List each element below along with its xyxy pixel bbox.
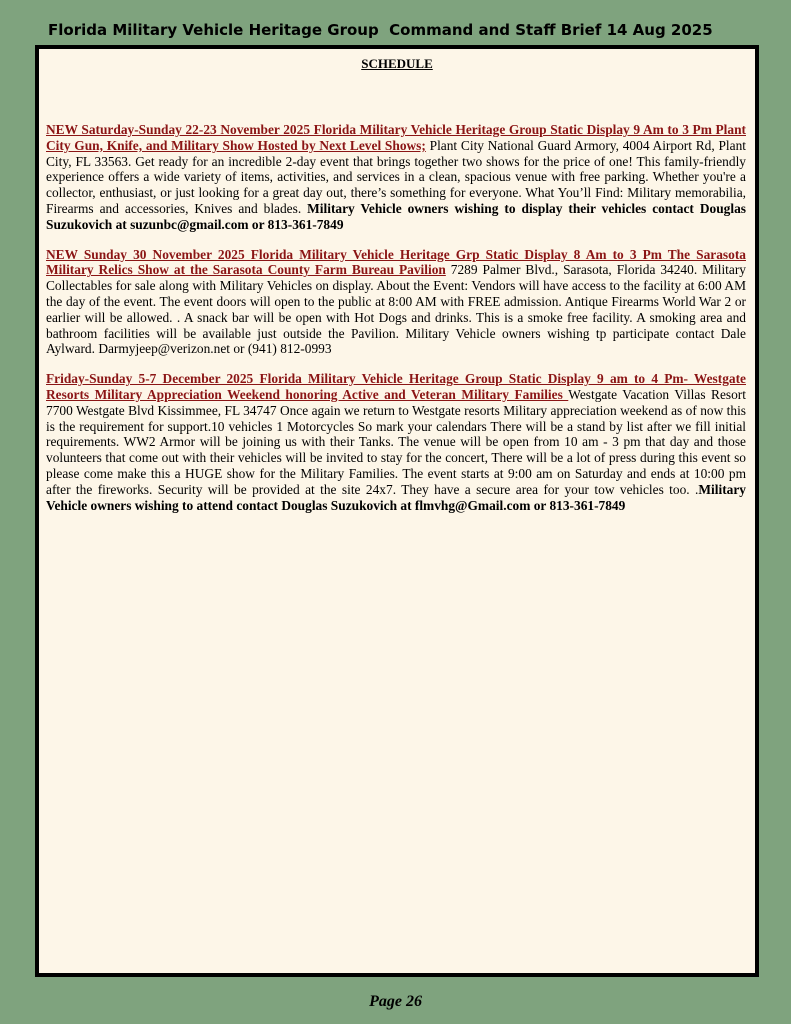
- entry-body: Westgate Vacation Villas Resort 7700 Westgate Blvd Kissimmee, FL 34747 Once again we return to Westgate resorts Military appreciation weekend as of now this is the requirement for support.10 vehicles 1 Motorcycles So mark your calendars There will be a stand by list after we fill initial requirements. WW2 Armor will be joining us with their Tanks. The venue will be open from 10 am - 3 pm that day and those volunteers that come out with their vehicles will be invited to stay for the concert, There will be a lot of press during this event so please come make this a HUGE show for the Military Families. The event starts at 9:00 am on Saturday and ends at 10:00 pm after the fireworks. Security will be provided at the site 24x7. They have a secure area for your tow vehicles too. .: [46, 386, 746, 497]
- schedule-entry-westgate: [46, 371, 746, 513]
- entry-body: Plant City National Guard Armory, 4004 Airport Rd, Plant City, FL 33563. Get ready for an incredible 2-day event that brings together two shows for the price of one! This family-friendly experience offers a wide variety of items, activities, and services in a clean, spacious venue with free parking. Whether you're a collector, enthusiast, or just looking for a great day out, there’s something for everyone. What You’ll Find: Military memorabilia, Firearms and accessories, Knives and blades.: [46, 137, 746, 216]
- entry-title: NEW Saturday-Sunday 22-23 November 2025 Florida Military Vehicle Heritage Group Static Display 9 Am to 3 Pm Plant City Gun, Knife, and Military Show Hosted by Next Level Shows;: [46, 122, 746, 153]
- entry-contact: Military Vehicle owners wishing to display their vehicles contact Douglas Suzukovich at suzunbc@gmail.com or 813-361-7849: [46, 200, 746, 232]
- schedule-heading: SCHEDULE: [361, 56, 433, 71]
- schedule-entry-plant-city: [46, 122, 746, 233]
- entry-title: NEW Sunday 30 November 2025 Florida Military Vehicle Heritage Grp Static Display 8 Am to 3 Pm The Sarasota Military Relics Show at the Sarasota County Farm Bureau Pavilion: [46, 246, 746, 278]
- schedule-entries: [46, 122, 746, 527]
- entry-contact: Military Vehicle owners wishing to attend contact Douglas Suzukovich at flmvhg@Gmail.com or 813-361-7849: [46, 481, 746, 513]
- schedule-entry-sarasota: [46, 247, 746, 358]
- page-header-title: Florida Military Vehicle Heritage Group Command and Staff Brief 14 Aug 2025: [48, 21, 713, 39]
- entry-body: 7289 Palmer Blvd., Sarasota, Florida 34240. Military Collectables for sale along with Military Vehicles on display. About the Event: Vendors will have access to the facility at 6:00 AM the day of the event. The event doors will open to the public at 8:00 AM with FREE admission. Antique Firearms World War 2 or earlier will be allowed. . A snack bar will be open with Hot Dogs and drinks. This is a smoke free facility. A smoking area and bathroom facilities will be available just outside the Pavilion. Military Vehicle owners wishing tp participate contact Dale Aylward. Darmyjeep@verizon.net or (941) 812-0993: [46, 262, 747, 357]
- entry-title: Friday-Sunday 5-7 December 2025 Florida Military Vehicle Heritage Group Static Display 9 am to 4 Pm- Westgate Resorts Military Appreciation Weekend honoring Active and Veteran Military Families: [46, 371, 746, 402]
- schedule-panel: [35, 45, 759, 977]
- page-number: Page 26: [369, 993, 422, 1010]
